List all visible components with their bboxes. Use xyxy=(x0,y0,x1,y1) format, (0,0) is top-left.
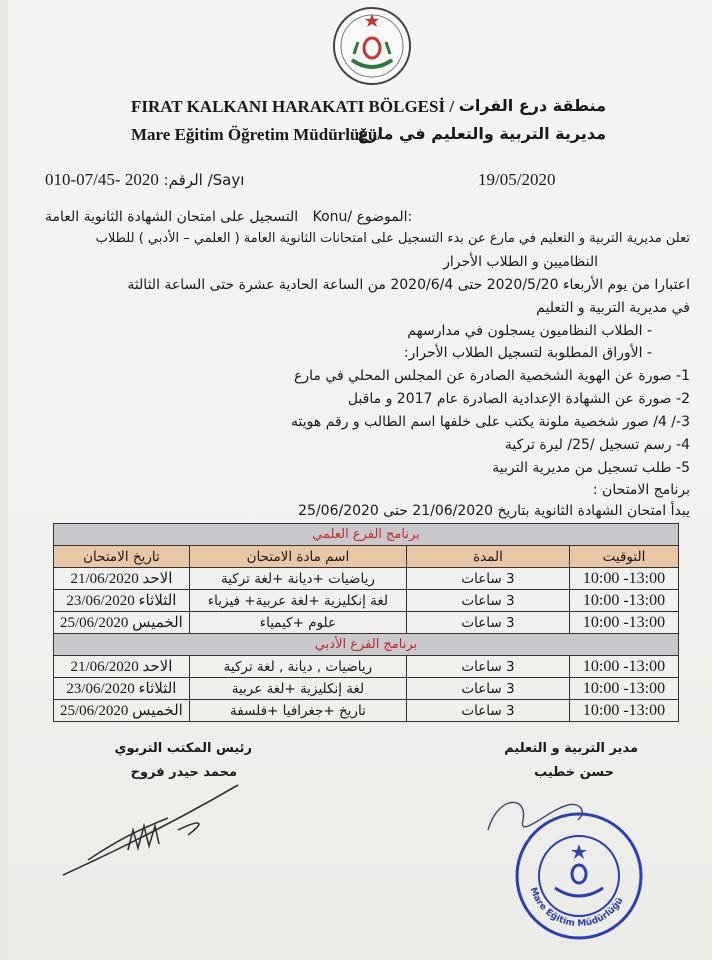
section-title: برنامج الفرع الأدبي xyxy=(54,634,679,656)
table-row xyxy=(54,612,679,634)
exam-time: 10:00 -13:00 xyxy=(570,700,679,722)
subject-label: Konu/ الموضوع: xyxy=(312,209,413,225)
column-header-row xyxy=(54,546,679,568)
exam-duration: 3 ساعات xyxy=(407,656,570,678)
body-line: برنامج الامتحان : xyxy=(592,482,690,498)
document-date: 19/05/2020 xyxy=(478,170,556,189)
exam-date: الخميس 25/06/2020 xyxy=(54,700,190,722)
exam-subject: رياضيات , ديانة , لغة تركية xyxy=(189,656,406,678)
exam-subject: لغة إنكليزية +لغة عربية+ فيزياء xyxy=(189,590,406,612)
section-title-row xyxy=(54,524,679,546)
exam-subject: علوم +كيمياء xyxy=(189,612,406,634)
exam-time: 10:00 -13:00 xyxy=(570,612,679,634)
exam-duration: 3 ساعات xyxy=(407,568,570,590)
exam-time: 10:00 -13:00 xyxy=(570,568,679,590)
body-line: في مديرية التربية و التعليم xyxy=(536,300,690,316)
body-line: يبدأ امتحان الشهادة الثانوية بتاريخ 21/06/2020 حتى 25/06/2020 xyxy=(298,503,690,519)
column-header: تاريخ الامتحان xyxy=(54,546,190,568)
column-header: اسم مادة الامتحان xyxy=(189,546,406,568)
document-page xyxy=(8,0,712,960)
exam-duration: 3 ساعات xyxy=(407,590,570,612)
body-line: النظاميين و الطلاب الأحرار xyxy=(443,254,598,270)
header-line2-arabic: مديرية التربية والتعليم في مارع xyxy=(357,124,606,143)
exam-duration: 3 ساعات xyxy=(407,612,570,634)
header-line1-turkish: FIRAT KALKANI HARAKATI BÖLGESİ / xyxy=(131,97,455,116)
section-title-row xyxy=(54,634,679,656)
exam-date: الخميس 25/06/2020 xyxy=(54,612,190,634)
exam-date: الاحد 21/06/2020 xyxy=(54,656,190,678)
exam-date: الثلاثاء 23/06/2020 xyxy=(54,590,190,612)
exam-time: 10:00 -13:00 xyxy=(570,656,679,678)
left-signatory-title: رئيس المكتب التربوي xyxy=(114,741,252,756)
exam-duration: 3 ساعات xyxy=(407,678,570,700)
column-header: المدة xyxy=(407,546,570,568)
reference-value: 2020 -010-07/45 xyxy=(45,170,159,189)
exam-subject: رياضيات +ديانة +لغة تركية xyxy=(189,568,406,590)
body-line: اعتبارا من يوم الأربعاء 2020/5/20 حتى 2020/6/4 من الساعة الحادية عشرة حتى الساعة الثالثة xyxy=(127,277,690,293)
exam-schedule-table xyxy=(53,523,679,722)
body-line: 5- طلب تسجيل من مديرية التربية xyxy=(492,460,690,476)
exam-subject: تاريخ +جغرافيا +فلسفة xyxy=(189,700,406,722)
table-row xyxy=(54,700,679,722)
body-line: تعلن مديرية التربية و التعليم في مارع عن بدء التسجيل على امتحانات الثانوية العامة ( العلمي – الأدبي ) للطلاب xyxy=(95,231,690,246)
reference-label: Sayı/ الرقم: xyxy=(163,171,245,189)
left-signatory-name: محمد حيدر فروح xyxy=(130,765,237,780)
header-line1-arabic: منطقة درع الفرات xyxy=(458,96,606,115)
handwritten-signature-left xyxy=(58,780,248,880)
body-line: - الطلاب النظاميون يسجلون في مدارسهم xyxy=(407,323,652,339)
svg-text:Mare Eğitim Müdürlüğü: Mare Eğitim Müdürlüğü xyxy=(527,886,626,930)
table-row xyxy=(54,568,679,590)
table-row xyxy=(54,678,679,700)
table-row xyxy=(54,656,679,678)
exam-duration: 3 ساعات xyxy=(407,700,570,722)
exam-date: الاحد 21/06/2020 xyxy=(54,568,190,590)
table-row xyxy=(54,590,679,612)
emblem-logo xyxy=(330,4,414,88)
column-header: التوقيت xyxy=(570,546,679,568)
exam-time: 10:00 -13:00 xyxy=(570,590,679,612)
right-signatory-title: مدير التربية و التعليم xyxy=(504,741,638,756)
right-signatory-name: حسن خطيب xyxy=(534,765,614,780)
body-line: 2- صورة عن الشهادة الإعدادية الصادرة عام 2017 و ماقبل xyxy=(347,391,690,407)
reference-number xyxy=(45,170,244,190)
body-line: - الأوراق المطلوبة لتسجيل الطلاب الأحرار: xyxy=(403,345,652,361)
body-line: 3-/ 4/ صور شخصية ملونة يكتب على خلفها اسم الطالب و رقم هويته xyxy=(291,414,690,430)
section-title: برنامج الفرع العلمي xyxy=(54,524,679,546)
subject-line xyxy=(45,209,412,225)
official-stamp xyxy=(513,810,645,942)
body-line: 4- رسم تسجيل /25/ ليرة تركية xyxy=(504,437,690,453)
exam-subject: لغة إنكليزية +لغة عربية xyxy=(189,678,406,700)
header-line2-turkish: Mare Eğitim Öğretim Müdürlüğü/ xyxy=(131,125,383,144)
exam-date: الثلاثاء 23/06/2020 xyxy=(54,678,190,700)
body-line: 1- صورة عن الهوية الشخصية الصادرة عن المجلس المحلي في مارع xyxy=(294,368,690,384)
exam-time: 10:00 -13:00 xyxy=(570,678,679,700)
subject-text: التسجيل على امتحان الشهادة الثانوية العامة xyxy=(45,209,299,225)
